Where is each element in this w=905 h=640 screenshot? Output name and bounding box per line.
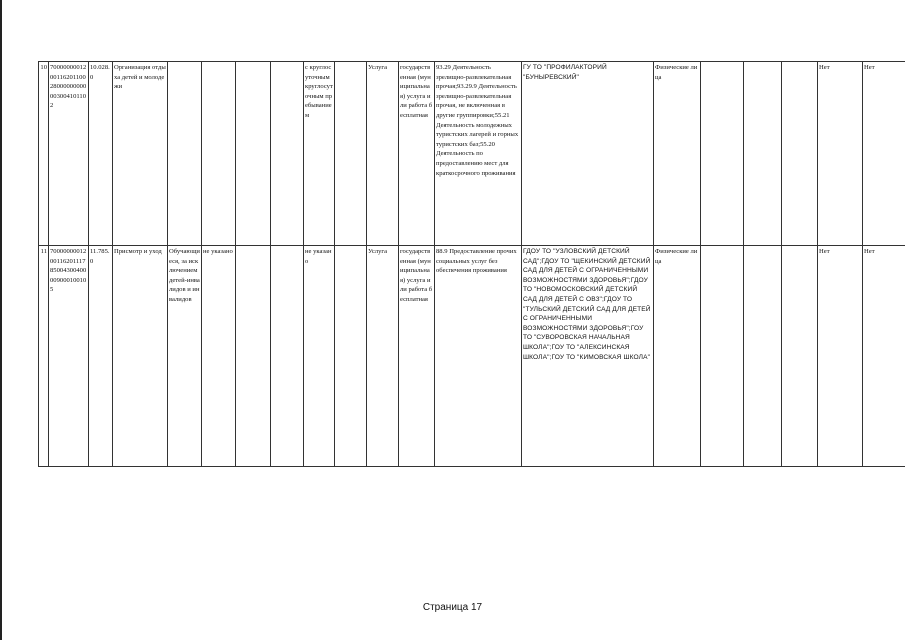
empty-cell (335, 62, 367, 246)
service-type: Услуга (367, 246, 399, 467)
service-code: 10.028.0 (89, 62, 113, 246)
empty-cell (782, 246, 818, 467)
institutions: ГУ ТО "ПРОФИЛАКТОРИЙ "БУНЫРЕВСКИЙ" (522, 62, 654, 246)
left-border-line (0, 0, 2, 640)
content-value (202, 62, 236, 246)
provision-condition: не указано (304, 246, 335, 467)
okved-codes: 88.9 Предоставление прочих социальных услуг без обеспечения проживания (435, 246, 522, 467)
service-name: Организация отдыха детей и молодежи (113, 62, 168, 246)
empty-cell (701, 62, 744, 246)
empty-cell (335, 246, 367, 467)
registry-number: 700000000120011620110028000000000003004101102 (49, 62, 89, 246)
registry-table (38, 61, 905, 467)
consumer-type: Физические лица (654, 62, 701, 246)
service-type: Услуга (367, 62, 399, 246)
registry-number: 700000000120011620111785004300400009000100105 (49, 246, 89, 467)
service-code: 11.785.0 (89, 246, 113, 467)
flag-net-2: Нет (863, 246, 905, 467)
empty-cell (271, 246, 304, 467)
page-number: Страница 17 (422, 602, 483, 613)
empty-cell (701, 246, 744, 467)
row-number: 10 (39, 62, 49, 246)
service-name: Присмотр и уход (113, 246, 168, 467)
empty-cell (236, 246, 271, 467)
empty-cell (271, 62, 304, 246)
payment-status: государственная (муниципальная) услуга или работа бесплатная (399, 246, 435, 467)
provision-condition: с круглосуточным круглосуточным пребыванием (304, 62, 335, 246)
empty-cell (744, 62, 782, 246)
institutions: ГДОУ ТО "УЗЛОВСКИЙ ДЕТСКИЙ САД";ГДОУ ТО "ЩЕКИНСКИЙ ДЕТСКИЙ САД ДЛЯ ДЕТЕЙ С ОГРАНИЧЕННЫМИ ВОЗМОЖНОСТЯМИ ЗДОРОВЬЯ";ГДОУ ТО "НОВОМОСКОВСКИЙ ДЕТСКИЙ САД ДЛЯ ДЕТЕЙ С ОВЗ";ГДОУ ТО "ТУЛЬСКИЙ ДЕТСКИЙ САД ДЛЯ ДЕТЕЙ С ОГРАНИЧЕННЫМИ ВОЗМОЖНОСТЯМИ ЗДОРОВЬЯ";ГОУ ТО "СУВОРОВСКАЯ НАЧАЛЬНАЯ ШКОЛА";ГОУ ТО "АЛЕКСИНСКАЯ ШКОЛА";ГОУ ТО "КИМОВСКАЯ ШКОЛА" (522, 246, 654, 467)
table-row (39, 246, 905, 467)
empty-cell (744, 246, 782, 467)
row-number: 11 (39, 246, 49, 467)
empty-cell (782, 62, 818, 246)
consumer-category: Обучающиеся, за исключением детей-инвалидов и инвалидов (168, 246, 202, 467)
flag-net-1: Нет (818, 246, 863, 467)
flag-net-1: Нет (818, 62, 863, 246)
okved-codes: 93.29 Деятельность зрелищно-развлекательная прочая;93.29.9 Деятельность зрелищно-развлекательная прочая, не включенная в другие группировки;55.21 Деятельность молодежных туристских лагерей и горных туристских баз;55.20 Деятельность по предоставлению мест для краткосрочного проживания (435, 62, 522, 246)
flag-net-2: Нет (863, 62, 905, 246)
consumer-type: Физические лица (654, 246, 701, 467)
content-value: не указано (202, 246, 236, 467)
payment-status: государственная (муниципальная) услуга или работа бесплатная (399, 62, 435, 246)
table-row (39, 62, 905, 246)
empty-cell (236, 62, 271, 246)
consumer-category (168, 62, 202, 246)
